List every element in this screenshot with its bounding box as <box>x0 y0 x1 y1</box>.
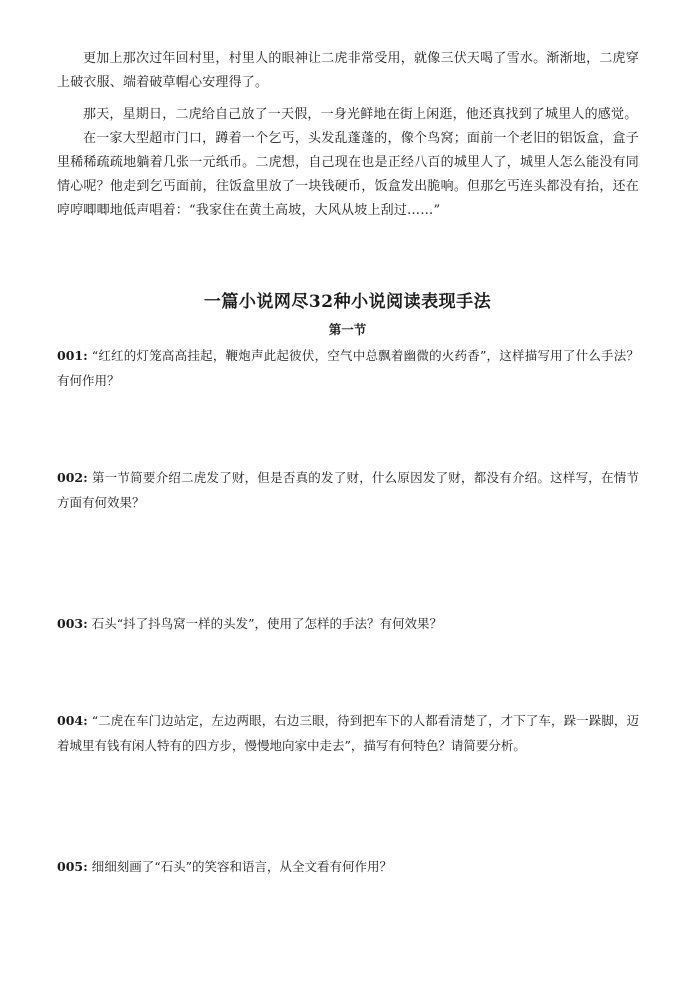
question-number: 004: <box>57 713 88 728</box>
question-item <box>57 343 639 393</box>
question-number: 002: <box>57 470 88 485</box>
question-text: 细细刻画了“石头”的笑容和语言，从全文看有何作用？ <box>91 859 393 874</box>
question-text: “红红的灯笼高高挂起，鞭炮声此起彼伏，空气中总飘着幽微的火药香”，这样描写用了什么手法？有何作用？ <box>57 348 639 388</box>
story-paragraph: 在一家大型超市门口，蹲着一个乞丐，头发乱蓬蓬的，像个鸟窝；面前一个老旧的铝饭盒，盒子里稀稀疏疏地躺着几张一元纸币。二虎想，自己现在也是正经八百的城里人了，城里人怎么能没有同情心呢？他走到乞丐面前，往饭盒里放了一块钱硬币，饭盒发出脆响。但那乞丐连头都没有抬，还在哼哼唧唧地低声唱着：“我家住在黄土高坡，大风从坡上刮过……” <box>57 131 639 218</box>
section-heading: 第一节 <box>328 322 367 337</box>
story-paragraph: 更加上那次过年回村里，村里人的眼神让二虎非常受用，就像三伏天喝了雪水。渐渐地，二虎穿上破衣服、端着破草帽心安理得了。 <box>57 51 639 90</box>
question-item <box>57 465 639 515</box>
question-number: 003: <box>57 616 88 631</box>
question-item <box>57 708 639 758</box>
question-item <box>57 611 639 636</box>
story-paragraph: 那天，星期日，二虎给自己放了一天假，一身光鲜地在街上闲逛，他还真找到了城里人的感觉。 <box>83 107 638 122</box>
page-title: 一篇小说网尽32种小说阅读表现手法 <box>203 292 492 312</box>
question-number: 001: <box>57 348 88 363</box>
question-item <box>57 854 639 879</box>
question-text: “二虎在车门边站定，左边两眼，右边三眼，待到把车下的人都看清楚了，才下了车，跺一跺脚，迈着城里有钱有闲人特有的四方步，慢慢地向家中走去”，描写有何特色？请简要分析。 <box>57 713 639 753</box>
question-number: 005: <box>57 859 88 874</box>
question-text: 石头“抖了抖鸟窝一样的头发”，使用了怎样的手法？有何效果？ <box>91 616 443 631</box>
question-text: 第一节简要介绍二虎发了财，但是否真的发了财，什么原因发了财，都没有介绍。这样写，在情节方面有何效果？ <box>57 470 639 510</box>
